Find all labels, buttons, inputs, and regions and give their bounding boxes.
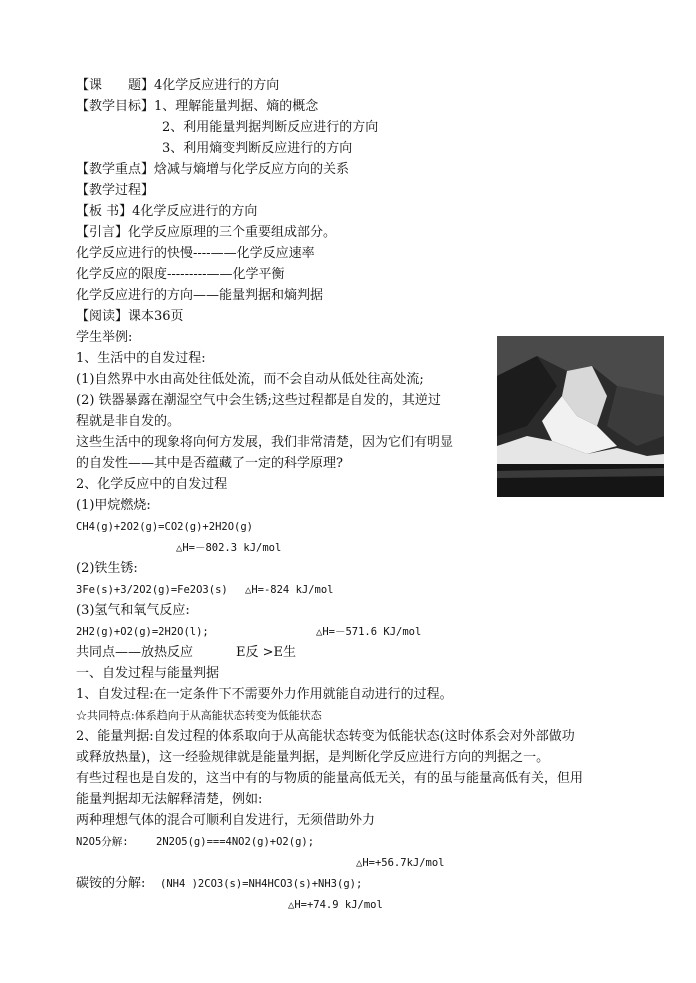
energy-criterion-b: 或释放热量)，这一经验规律就是能量判据，是判断化学反应进行方向的判据之一。	[76, 750, 550, 765]
energy-compare: E反 >E生	[236, 645, 297, 660]
intro-line-3: 化学反应进行的方向——能量判据和熵判据	[76, 288, 324, 303]
reaction-1-equation: CH4(g)+2O2(g)=CO2(g)+2H2O(g)	[76, 521, 254, 533]
life-p3b: 的自发性——其中是否蕴藏了一定的科学原理?	[76, 456, 343, 471]
reaction-3-enthalpy: △H=－571.6 KJ/mol	[316, 626, 422, 638]
reaction-2-equation: 3Fe(s)+3/2O2(g)=Fe2O3(s)	[76, 584, 228, 596]
life-p2b: 程就是非自发的。	[76, 414, 181, 429]
life-p1: (1)自然界中水由高处往低处流，而不会自动从低处往高处流;	[76, 372, 424, 387]
life-title: 1、生活中的自发过程:	[76, 351, 206, 366]
teaching-goal-3: 3、利用熵变判断反应进行的方向	[162, 141, 353, 156]
ideal-gas-mixing: 两种理想气体的混合可顺利自发进行，无须借助外力	[76, 813, 376, 828]
waterfall-photo	[497, 336, 664, 497]
reaction-2-enthalpy: △H=-824 kJ/mol	[245, 584, 334, 596]
energy-criterion-a: 2、能量判据:自发过程的体系取向于从高能状态转变为低能状态(这时体系会对外部做功	[76, 729, 575, 744]
n2o5-enthalpy: △H=+56.7kJ/mol	[356, 857, 445, 869]
reaction-2-label: (2)铁生锈:	[76, 561, 138, 576]
life-p2a: (2) 铁器暴露在潮湿空气中会生锈;这些过程都是自发的，其逆过	[76, 393, 441, 408]
student-examples: 学生举例:	[76, 330, 133, 345]
common-point: 共同点——放热反应	[76, 645, 194, 660]
teaching-process: 【教学过程】	[76, 183, 155, 198]
nh4-equation: (NH4 )2CO3(s)=NH4HCO3(s)+NH3(g);	[160, 878, 363, 890]
life-p3a: 这些生活中的现象将向何方发展，我们非常清楚，因为它们有明显	[76, 435, 454, 450]
intro-line-2: 化学反应的限度---------——化学平衡	[76, 267, 285, 282]
teaching-goal-2: 2、利用能量判据判断反应进行的方向	[162, 120, 379, 135]
chem-title: 2、化学反应中的自发过程	[76, 477, 228, 492]
board-title: 【板 书】4化学反应进行的方向	[76, 204, 258, 219]
nh4-enthalpy: △H=+74.9 kJ/mol	[288, 899, 383, 911]
lesson-topic: 【课 题】4化学反应进行的方向	[76, 78, 280, 93]
nh4-label: 碳铵的分解:	[76, 876, 146, 891]
n2o5-equation: 2N2O5(g)===4NO2(g)+O2(g);	[156, 836, 315, 848]
intro-quote: 【引言】化学反应原理的三个重要组成部分。	[76, 225, 337, 240]
note-b: 能量判据却无法解释清楚，例如:	[76, 792, 263, 807]
intro-line-1: 化学反应进行的快慢----——化学反应速率	[76, 246, 315, 261]
note-a: 有些过程也是自发的，这当中有的与物质的能量高低无关，有的虽与能量高低有关，但用	[76, 771, 584, 786]
reaction-1-enthalpy: △H=－802.3 kJ/mol	[176, 542, 282, 554]
common-feature: ☆共同特点:体系趋向于从高能状态转变为低能状态	[76, 709, 322, 722]
reaction-3-label: (3)氢气和氧气反应:	[76, 603, 190, 618]
reaction-1-label: (1)甲烷燃烧:	[76, 498, 151, 513]
reading-note: 【阅读】课本36页	[76, 309, 184, 324]
spontaneous-definition: 1、自发过程:在一定条件下不需要外力作用就能自动进行的过程。	[76, 687, 453, 702]
n2o5-label: N2O5分解:	[76, 836, 129, 848]
key-points: 【教学重点】焓减与熵增与化学反应方向的关系	[76, 162, 350, 177]
section-1-title: 一、自发过程与能量判据	[76, 666, 220, 681]
reaction-3-equation: 2H2(g)+O2(g)=2H2O(l);	[76, 626, 209, 638]
teaching-goal-1: 【教学目标】1、理解能量判据、熵的概念	[76, 99, 319, 114]
